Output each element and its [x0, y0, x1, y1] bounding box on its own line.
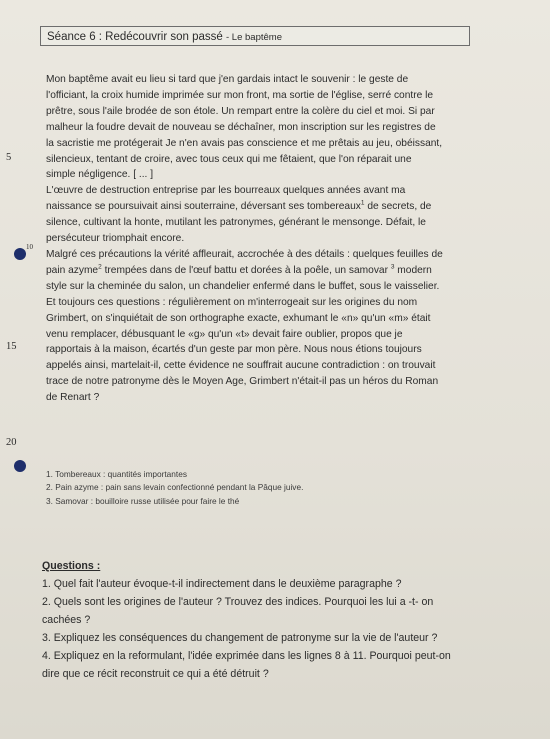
question-line: dire que ce récit reconstruit ce qui a été détruit ? — [42, 668, 269, 680]
session-title-box — [40, 26, 470, 46]
text-line — [46, 199, 486, 215]
text-line: Et toujours ces questions : régulièrement on m'interrogeait sur les origines du nom — [46, 296, 418, 308]
text-fragment: trempées dans de l'œuf battu et dorées à la poêle, un samovar — [104, 264, 388, 276]
text-fragment: modern — [397, 264, 432, 276]
text-line: simple négligence. [ ... ] — [46, 169, 154, 181]
footnote: 3. Samovar : bouilloire russe utilisée pour faire le thé — [46, 495, 240, 506]
questions-section — [42, 557, 522, 683]
footnote: 1. Tombereaux : quantités importantes — [46, 469, 187, 479]
excerpt-text — [46, 72, 486, 406]
question-line: 3. Expliquez les conséquences du changement de patronyme sur la vie de l'auteur ? — [42, 632, 438, 644]
line-number-20: 20 — [6, 437, 17, 448]
text-line: venu remplacer, débusquant le «g» qu'un «t» devait faire oublier, propos que je — [46, 328, 403, 340]
questions-title: Questions : — [42, 560, 101, 572]
footnote-ref-1: 1 — [360, 199, 365, 207]
text-line: silencieux, tentant de croire, avec tous ceux qui me fêtaient, que l'on réparait une — [46, 153, 412, 165]
binder-hole-bottom — [14, 460, 26, 472]
footnotes — [46, 468, 303, 508]
text-line: trace de notre patronyme dès le Moyen Age, Grimbert n'était-il pas un héros du Roman — [46, 376, 439, 388]
footnote-ref-3: 3 — [390, 263, 395, 271]
footnote-ref-2: 2 — [98, 263, 102, 271]
text-line: L'œuvre de destruction entreprise par les bourreaux quelques années avant ma — [46, 185, 406, 197]
text-line: de Renart ? — [46, 392, 100, 404]
line-number-10: 10 — [26, 243, 33, 251]
text-line: prêtre, sous l'aile brodée de son étole. Un rempart entre la colère du ciel et moi. Si par — [46, 105, 435, 117]
footnote: 2. Pain azyme : pain sans levain confectionné pendant la Pâque juive. — [46, 482, 304, 493]
text-line: appelés ainsi, martelait-il, cette évidence ne souffrait aucune contradiction : on trouvait — [46, 360, 436, 372]
text-fragment: pain azyme — [46, 264, 99, 276]
line-number-15: 15 — [6, 341, 17, 352]
text-line: la sacristie me protégerait Je n'en avais pas conscience et me prêtais au jeu, obéissant, — [46, 137, 443, 149]
text-fragment: naissance se poursuivait ainsi souterraine, déversant ses tombereaux — [46, 201, 361, 213]
session-title: Séance 6 : Redécouvrir son passé — [47, 31, 223, 43]
question-line: cachées ? — [42, 614, 91, 626]
text-line — [46, 263, 486, 279]
text-line: persécuteur triomphait encore. — [46, 233, 185, 245]
question-line: 4. Expliquez en la reformulant, l'idée exprimée dans les lignes 8 à 11. Pourquoi peut-on — [42, 650, 451, 662]
text-fragment: de secrets, de — [367, 201, 432, 213]
text-line: l'officiant, la croix humide imprimée sur mon front, ma sortie de l'église, serré contre le — [46, 89, 434, 101]
text-line: Grimbert, on s'inquiétait de son orthographe exacte, exhumant le «n» qu'un «m» était — [46, 312, 431, 324]
text-line: rapportais à la maison, écartés d'un geste par mon père. Nous nous étions toujours — [46, 344, 422, 356]
text-line: Malgré ces précautions la vérité affleurait, accrochée à des détails : quelques feuilles de — [46, 248, 443, 260]
question-line: 2. Quels sont les origines de l'auteur ? Trouvez des indices. Pourquoi les lui a -t- on — [42, 596, 434, 608]
text-line: Mon baptême avait eu lieu si tard que j'en gardais intact le souvenir : le geste de — [46, 74, 409, 85]
line-number-5: 5 — [6, 152, 12, 163]
text-line: malheur la foudre devait de nouveau se déchaîner, mon inscription sur les registres de — [46, 121, 436, 133]
text-line: silence, cultivant la honte, mutilant les patronymes, générant le mensonge. Défait, le — [46, 217, 426, 229]
session-subtitle: - Le baptême — [226, 32, 282, 43]
binder-hole-top — [14, 248, 26, 260]
question-line: 1. Quel fait l'auteur évoque-t-il indirectement dans le deuxième paragraphe ? — [42, 578, 402, 590]
text-line: style sur la cheminée du salon, un chandelier enfermé dans le buffet, sous le vaisselier. — [46, 280, 440, 292]
